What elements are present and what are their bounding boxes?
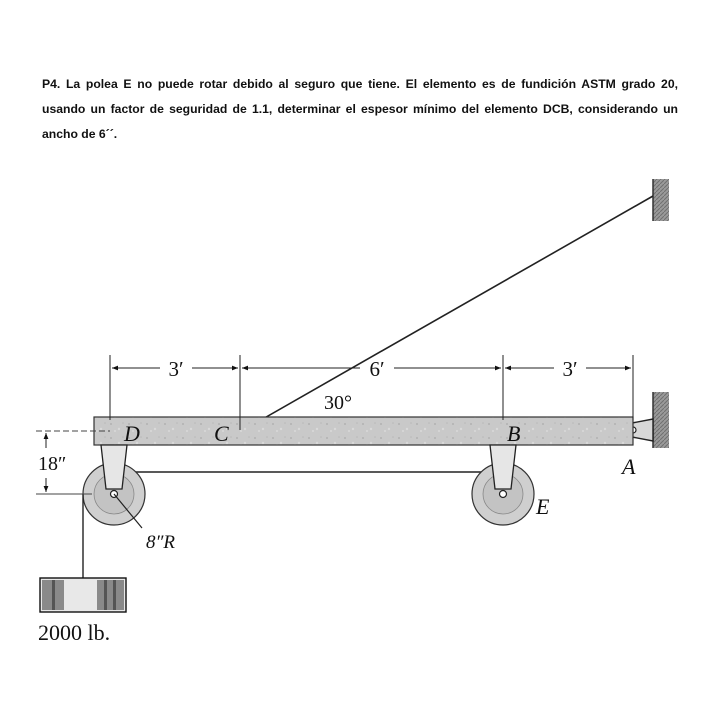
point-a-label: A	[622, 454, 636, 479]
dim-dc-label: 3′	[168, 357, 184, 381]
problem-statement: P4. La polea E no puede rotar debido al seguro que tiene. El elemento es de fundición ASTM grado 20, usando un factor de seguridad de 1.1, determinar el espesor mínimo del elemento DCB, considerando un ancho de 6´´.	[42, 77, 678, 141]
upper-wall-support	[653, 179, 669, 221]
support-cable	[240, 196, 653, 432]
pulley-e	[472, 445, 534, 525]
height-label: 18″	[38, 453, 67, 475]
beam-dcba	[94, 417, 633, 445]
radius-label: 8″R	[146, 532, 176, 553]
pulley-d	[83, 445, 145, 525]
point-b-label: B	[507, 421, 521, 446]
lower-wall-support	[653, 392, 669, 448]
point-e-label: E	[536, 494, 550, 519]
dim-cb-label: 6′	[369, 357, 385, 381]
point-c-label: C	[214, 421, 229, 446]
weight-label: 2000 lb.	[38, 620, 111, 645]
dim-ba-label: 3′	[562, 357, 578, 381]
weight-block	[40, 578, 126, 612]
angle-label: 30°	[324, 392, 352, 414]
point-d-label: D	[124, 421, 140, 446]
